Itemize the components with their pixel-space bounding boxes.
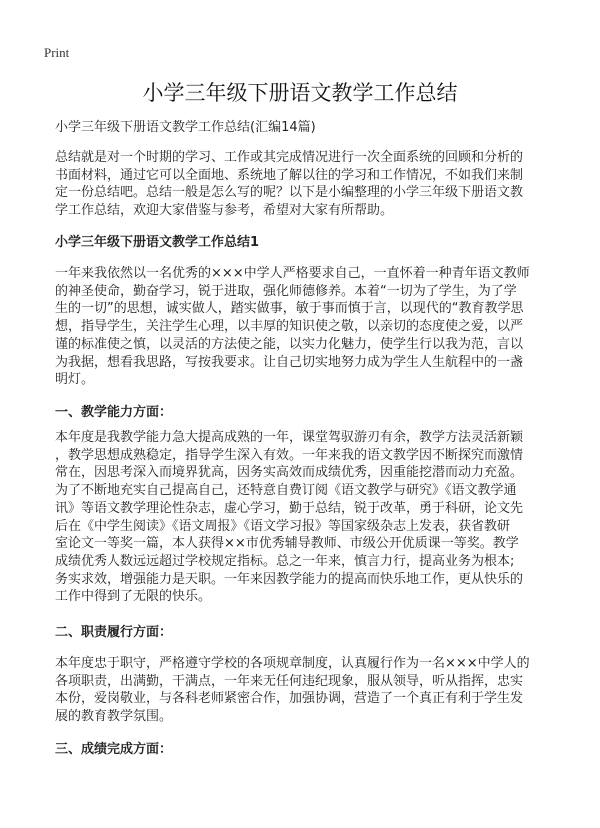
text-line: 为了不断地充实自己提高自己，还特意自费订阅《语文教学与研究》《语文教学通 — [55, 483, 517, 499]
document-title: 小学三年级下册语文教学工作总结 — [142, 81, 458, 105]
text-line: 定一份总结吧。总结一般是怎么写的呢？以下是小编整理的小学三年级下册语文教 — [55, 185, 524, 201]
text-line: 工作中得到了无限的快乐。 — [55, 589, 212, 605]
text-line: 成绩优秀人数远远超过学校规定指标。总之一年来，慎言力行，提高业务为根本; — [55, 553, 515, 569]
paragraph-2 — [55, 429, 523, 606]
print-label[interactable]: Print — [44, 45, 70, 60]
heading-duties: 二、职责履行方面： — [55, 625, 173, 640]
text-line: 书面材料，通过它可以全面地、系统地了解以往的学习和工作情况，不如我们来制 — [55, 167, 524, 183]
paragraph-3 — [55, 655, 530, 726]
text-line: 谨的标准使之慎，以灵活的方法使之能，以实力化魅力，使学生行以我为范，言以 — [55, 336, 524, 352]
paragraph-1 — [55, 265, 530, 389]
text-line: 本年度忠于职守，严格遵守学校的各项规章制度，认真履行作为一名×××中学人的 — [55, 656, 530, 671]
text-line: 学工作总结，欢迎大家借鉴与参考，希望对大家有所帮助。 — [55, 203, 394, 219]
text-line: 本年度是我教学能力急大提高成熟的一年，课堂驾驭游刃有余，教学方法灵活新颖 — [55, 430, 524, 445]
text-line: 的神圣使命，勤奋学习，锐于进取，强化师德修养。本着“一切为了学生，为了学 — [55, 283, 517, 299]
text-line: 本份，爱岗敬业，与各科老师紧密合作，加强协调，营造了一个真正有利于学生发 — [55, 691, 524, 707]
heading-teaching-ability: 一、教学能力方面： — [55, 405, 173, 420]
text-line: 总结就是对一个时期的学习、工作或其完成情况进行一次全面系统的回顾和分析的 — [55, 150, 524, 165]
intro-paragraph — [55, 149, 523, 220]
text-line: 室论文一等奖一篇，本人获得××市优秀辅导教师、市级公开优质课一等奖。教学 — [55, 536, 519, 552]
text-line: ，教学思想成熟稳定，指导学生深入有效。一年来我的语文教学因不断探究而激情 — [55, 447, 524, 463]
text-line: 为我据，想看我思路，写按我要求。让自己切实地努力成为学生人生航程中的一盏 — [55, 354, 524, 370]
text-line: 后在《中学生阅读》《语文周报》《语文学习报》等国家级杂志上发表，获省教研 — [55, 518, 511, 534]
section-title: 小学三年级下册语文教学工作总结1 — [55, 235, 260, 250]
text-line: 明灯。 — [55, 372, 95, 388]
text-line: 讯》等语文教学理论性杂志，虚心学习，勤于总结，锐于改革，勇于科研，论文先 — [55, 500, 524, 516]
text-line: 务实求效，增强能力是天职。一年来因教学能力的提高而快乐地工作，更从快乐的 — [55, 571, 524, 587]
text-line: 生的一切”的思想，诚实做人，踏实做事，敏于事而慎于言，以现代的“教育教学思 — [55, 301, 524, 317]
text-line: 常在，因思考深入而境界犹高，因务实高效而成绩优秀，因重能挖潜而动力充盈。 — [55, 465, 524, 481]
text-line: 各项职责，出满勤，干满点，一年来无任何违纪现象，服从领导，听从指挥，忠实 — [55, 673, 524, 689]
text-line: 一年来我依然以一名优秀的×××中学人严格要求自己，一直怀着一种青年语文教师 — [55, 266, 530, 281]
text-line: 展的教育教学氛围。 — [55, 709, 173, 725]
document-subtitle: 小学三年级下册语文教学工作总结(汇编14篇) — [55, 120, 316, 135]
heading-achievements: 三、成绩完成方面： — [55, 742, 173, 757]
text-line: 想，指导学生，关注学生心理，以丰厚的知识使之敬，以亲切的态度使之爱，以严 — [55, 319, 524, 335]
